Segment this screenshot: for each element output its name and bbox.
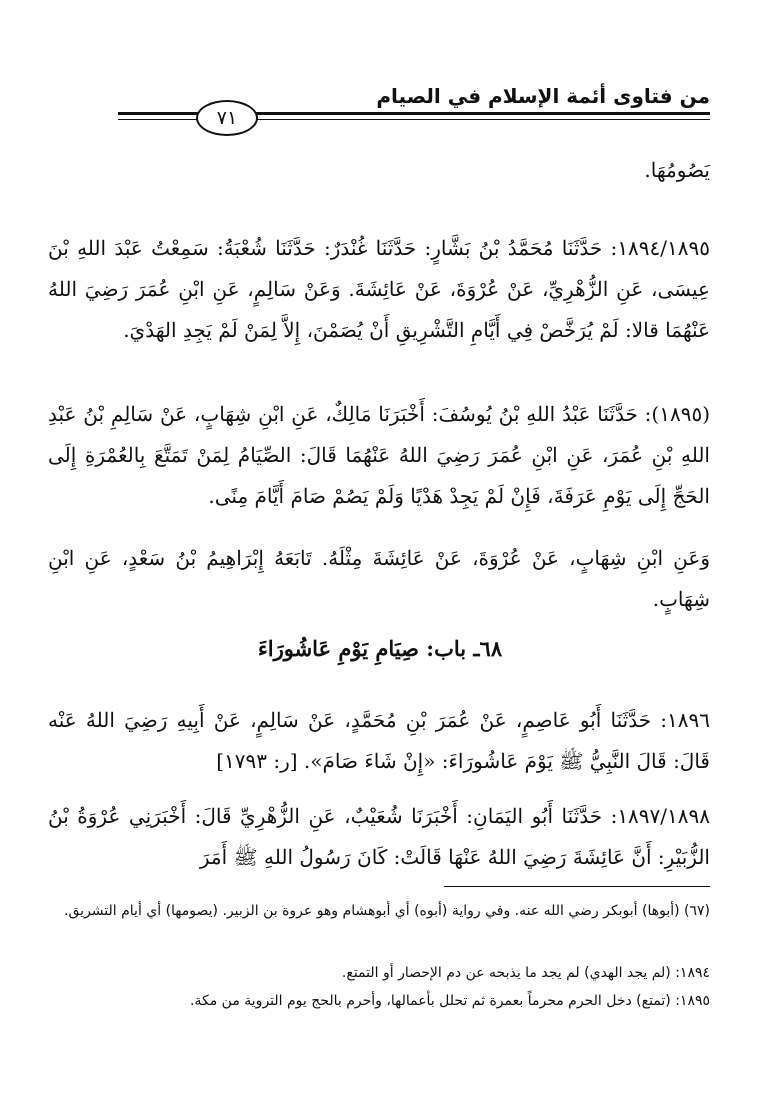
hadith-1895-addendum: وَعَنِ ابْنِ شِهَابٍ، عَنْ عُرْوَةَ، عَنْ عَائِشَةَ مِثْلَهُ. تَابَعَهُ إِبْرَاهِيمُ بْنُ سَعْدٍ، عَنِ ابْنِ شِهَابٍ. xyxy=(48,546,710,611)
footnote-separator xyxy=(444,886,710,887)
hadith-1894-1895: ١٨٩٤/١٨٩٥: حَدَّثَنَا مُحَمَّدُ بْنُ بَشَّارٍ: حَدَّثَنَا غُنْدَرٌ: حَدَّثَنَا شُعْبَةُ: سَمِعْتُ عَبْدَ اللهِ بْنَ عِيسَى، عَنِ الزُّهْرِيِّ، عَنْ عُرْوَةَ، عَنْ عَائِشَةَ. وَعَنْ سَالِمٍ، عَنِ ابْنِ عُمَرَ رَضِيَ اللهُ عَنْهُمَا قالا: لَمْ يُرَخَّصْ فِي أَيَّامِ التَّشْرِيقِ أَنْ يُصَمْنَ، إِلاَّ لِمَنْ لَمْ يَجِدِ الهَدْيَ. xyxy=(48,236,710,342)
running-header-title: من فتاوى أئمة الإسلام في الصيام xyxy=(376,84,710,108)
continuation-paragraph: يَصُومُهَا. xyxy=(644,158,710,182)
hadith-1895: (١٨٩٥): حَدَّثَنَا عَبْدُ اللهِ بْنُ يُوسُفَ: أَخْبَرَنَا مَالِكٌ، عَنِ ابْنِ شِهَابٍ، عَنْ سَالِمِ بْنُ عَبْدِ اللهِ بْنِ عُمَرَ، عَنِ ابْنِ عُمَرَ رَضِيَ اللهُ عَنْهُمَا قَالَ: الصِّيَامُ لِمَنْ تَمَتَّعَ بِالعُمْرَةِ إِلَى الحَجِّ إِلَى يَوْمِ عَرَفَةَ، فَإِنْ لَمْ يَجِدْ هَدْيًا وَلَمْ يَصُمْ صَامَ أَيَّامَ مِنًى. xyxy=(48,402,710,508)
hadith-1897-1898: ١٨٩٧/١٨٩٨: حَدَّثَنَا أَبُو اليَمَانِ: أَخْبَرَنَا شُعَيْبٌ، عَنِ الزُّهْرِيِّ قَالَ: أَخْبَرَنِي عُرْوَةُ بْنُ الزُّبَيْرِ: أَنَّ عَائِشَةَ رَضِيَ اللهُ عَنْهَا قَالَتْ: كَانَ رَسُولُ اللهِ ﷺ أَمَرَ xyxy=(48,804,710,869)
hadith-1896: ١٨٩٦: حَدَّثَنَا أَبُو عَاصِمٍ، عَنْ عُمَرَ بْنِ مُحَمَّدٍ، عَنْ سَالِمٍ، عَنْ أَبِيهِ رَضِيَ اللهُ عَنْه قَالَ: قَالَ النَّبِيُّ ﷺ يَوْمَ عَاشُورَاءَ: «إِنْ شَاءَ صَامَ». [ر: ١٧٩٣] xyxy=(48,708,710,773)
footnote-1895: ١٨٩٥: (تمتع) دخل الحرم محرماً بعمرة ثم تحلل بأعمالها، وأحرم بالحج يوم التروية من مكة. xyxy=(190,993,710,1009)
footnote-67: (٦٧) (أبوها) أبوبكر رضي الله عنه. وفي رواية (أبوه) أي أبوهشام وهو عروة بن الزبير. (يصومها) أي أيام التشريق. xyxy=(64,903,710,919)
page-number-badge: ٧١ xyxy=(196,100,258,136)
footnote-1894: ١٨٩٤: (لم يجد الهدي) لم يجد ما يذبحه عن دم الإحصار أو التمتع. xyxy=(341,965,710,981)
chapter-heading: ٦٨ـ باب: صِيَامِ يَوْمِ عَاشُورَاءَ xyxy=(257,636,503,661)
